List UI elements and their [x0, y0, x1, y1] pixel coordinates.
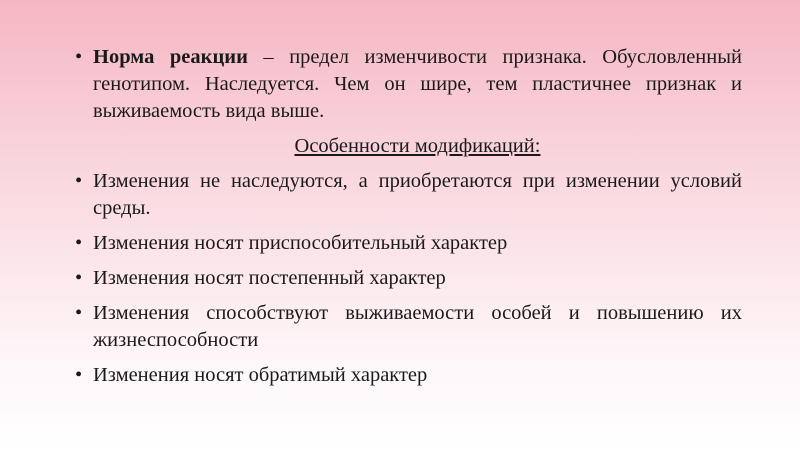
list-item — [72, 300, 742, 354]
bullet-icon: • — [75, 267, 83, 289]
list-item — [72, 230, 742, 257]
list-item — [72, 265, 742, 292]
definition-item — [72, 44, 742, 125]
bullet-icon: • — [75, 302, 83, 324]
list-item-text: Изменения носят постепенный характер — [93, 267, 446, 289]
bullet-icon: • — [75, 46, 83, 68]
definition-term: Норма реакции — [93, 46, 248, 68]
list-item-text: Изменения носят приспособительный характер — [93, 232, 508, 254]
slide-content — [72, 44, 742, 397]
list-item-text: Изменения не наследуются, а приобретаются при изменении условий среды. — [93, 170, 742, 219]
definition-text: – предел изменчивости признака. Обусловленный генотипом. Наследуется. Чем он шире, тем пластичнее признак и выживаемость вида выше. — [93, 46, 742, 122]
list-item — [72, 168, 742, 222]
list-item-text: Изменения способствуют выживаемости особей и повышению их жизнеспособности — [93, 302, 742, 351]
section-heading: Особенности модификаций: — [294, 135, 541, 157]
bullet-icon: • — [75, 364, 83, 386]
list-item-text: Изменения носят обратимый характер — [93, 364, 428, 386]
list-item — [72, 362, 742, 389]
bullet-icon: • — [75, 232, 83, 254]
bullet-icon: • — [75, 170, 83, 192]
